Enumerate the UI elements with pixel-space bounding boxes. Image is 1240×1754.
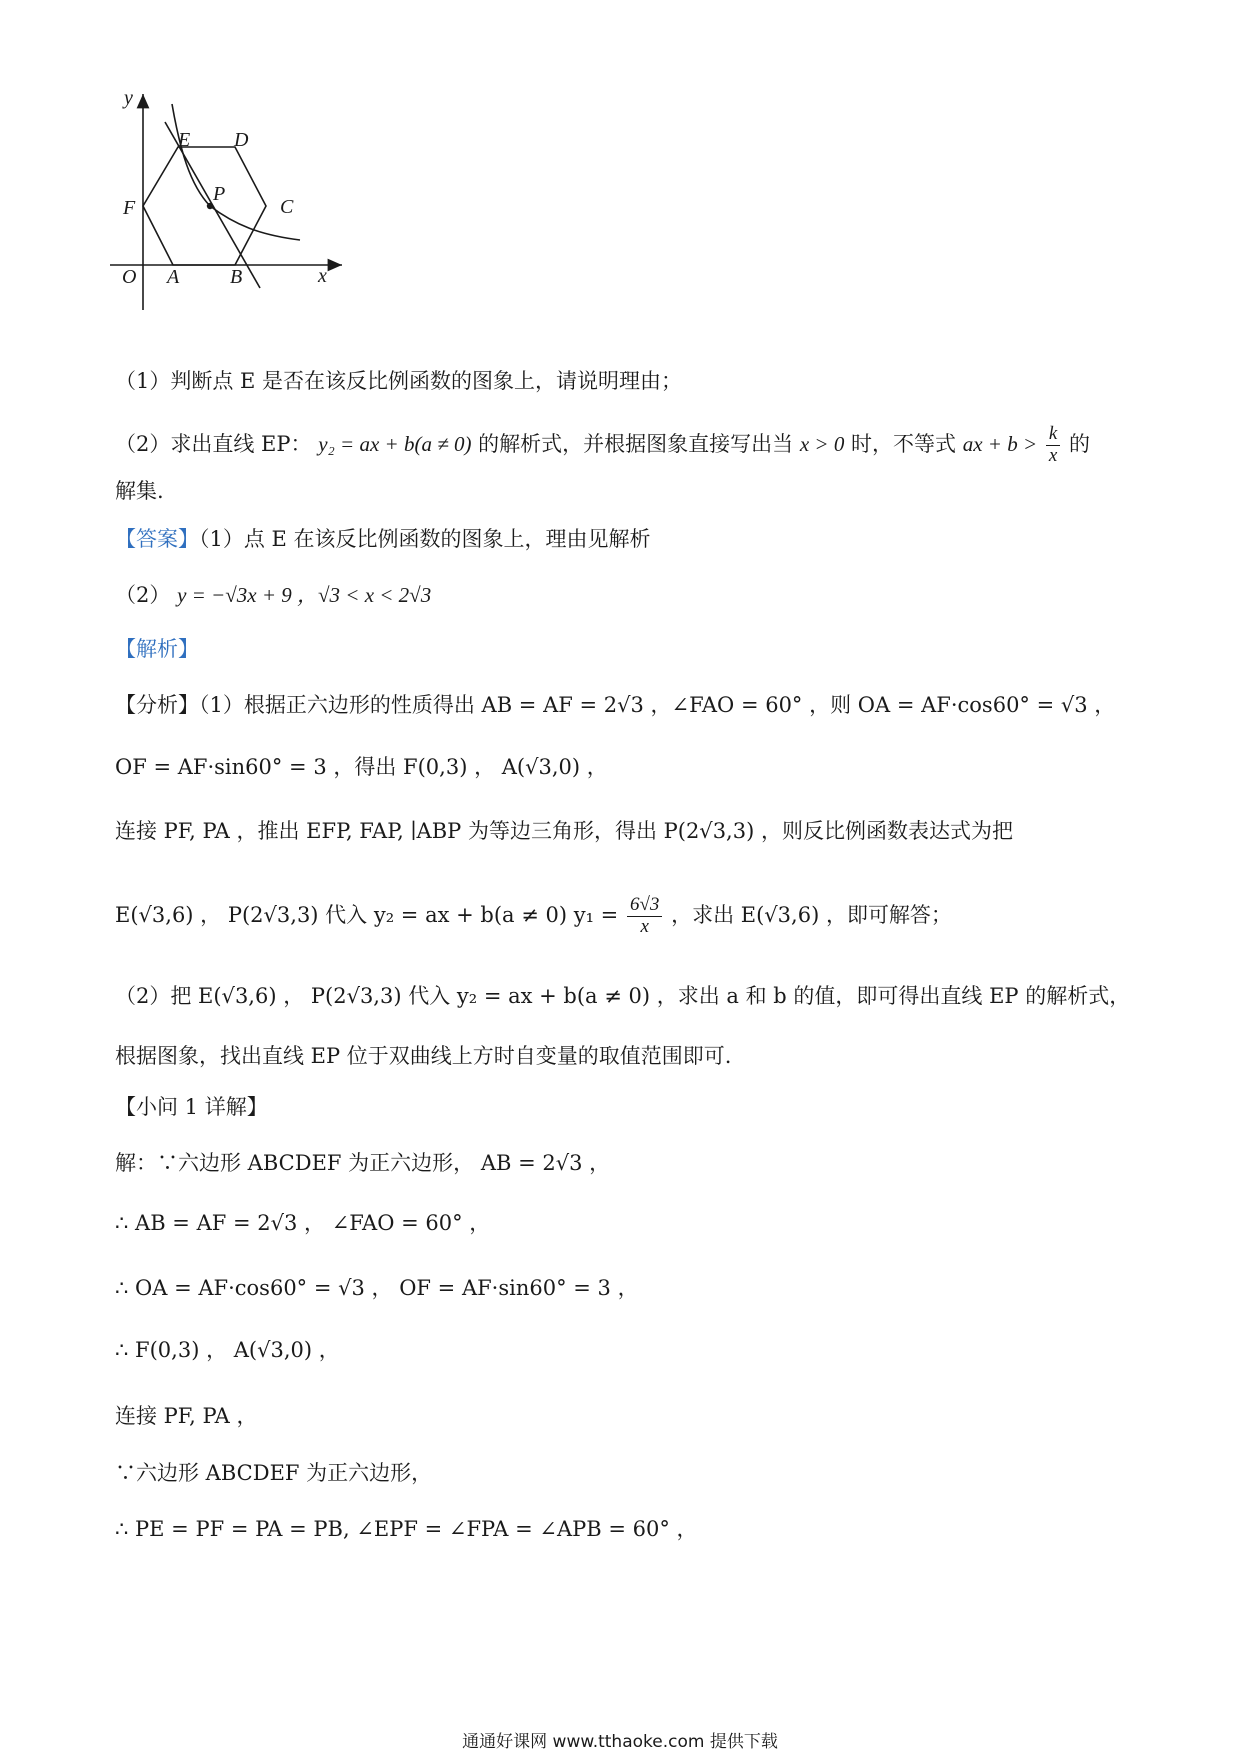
l4-fraction-denominator: x	[640, 915, 649, 937]
label-e: E	[178, 129, 191, 151]
q2-text-3: 时，不等式	[851, 431, 963, 456]
label-p: P	[213, 183, 226, 205]
detail-step-5: 连接 PF, PA ，	[115, 1404, 258, 1428]
detail-step-7: ∴ PE = PF = PA = PB, ∠EPF = ∠FPA = ∠APB = 60° ，	[115, 1517, 698, 1541]
q2-fraction-numerator: k	[1046, 424, 1060, 446]
q2-fraction	[1046, 424, 1060, 467]
q2-line-expr: y₂ = ax + b(a ≠ 0)	[318, 431, 472, 456]
analysis-line-4	[115, 895, 952, 938]
answer-tag: 【答案】	[115, 527, 199, 551]
detail-step-4: ∴ F(0,3) ， A(√3,0) ，	[115, 1338, 340, 1362]
label-x: x	[318, 265, 327, 287]
analysis-l4-part1: E(√3,6) ， P(2√3,3) 代入 y₂ = ax + b(a ≠ 0) y₁ =	[115, 902, 619, 927]
label-a: A	[167, 266, 180, 288]
analysis-tag: 【解析】	[115, 637, 199, 661]
regular-hexagon	[143, 147, 266, 265]
detail-step-2: ∴ AB = AF = 2√3 ， ∠FAO = 60° ，	[115, 1211, 491, 1235]
q2-fraction-denominator: x	[1048, 444, 1058, 466]
detail-step-3: ∴ OA = AF·cos60° = √3 ， OF = AF·sin60° = 3 ，	[115, 1276, 639, 1300]
q2-condition: x > 0	[799, 431, 845, 456]
detail-step-1: 解：∵六边形 ABCDEF 为正六边形， AB = 2√3 ，	[115, 1151, 611, 1175]
label-b: B	[230, 266, 243, 288]
question-2-line-2: 解集.	[115, 479, 164, 503]
page-footer: 通通好课网 www.tthaoke.com 提供下载	[462, 1732, 778, 1752]
q2-text-2: 的解析式，并根据图象直接写出当	[478, 431, 800, 456]
analysis-line-1	[115, 692, 1115, 719]
hexagon-coordinate-figure	[110, 90, 370, 350]
answer-2-prefix: （2）	[115, 583, 171, 607]
detail-step-6: ∵六边形 ABCDEF 为正六边形，	[115, 1461, 433, 1485]
l4-fraction-numerator: 6√3	[627, 895, 662, 917]
analysis-l4-fraction	[627, 895, 662, 938]
q2-inequality: ax + b >	[962, 431, 1038, 456]
answer-1-text: （1）点 E 在该反比例函数的图象上，理由见解析	[199, 527, 651, 551]
q2-text-1: （2）求出直线 EP：	[115, 431, 312, 456]
answer-1	[115, 526, 651, 553]
analysis-line-2: OF = AF·sin60° = 3 ，得出 F(0,3) ， A(√3,0) ，	[115, 755, 608, 779]
label-f: F	[123, 197, 136, 219]
question-1: （1）判断点 E 是否在该反比例函数的图象上，请说明理由；	[115, 369, 683, 393]
analysis-line-3: 连接 PF, PA ，推出 EFP, FAP, ∣ABP 为等边三角形，得出 P(2√3,3) ，则反比例函数表达式为把	[115, 819, 1013, 843]
hyperbola-curve	[172, 104, 300, 240]
analysis-line-5: （2）把 E(√3,6) ， P(2√3,3) 代入 y₂ = ax + b(a ≠ 0) ，求出 a 和 b 的值，即可得出直线 EP 的解析式，	[115, 984, 1131, 1008]
label-y: y	[124, 90, 133, 109]
label-c: C	[280, 196, 294, 218]
q2-text-4: 的	[1068, 431, 1090, 456]
analysis-l4-part2: ，求出 E(√3,6) ，即可解答；	[671, 902, 952, 927]
answer-2-expr: y = −√3x + 9 ，√3 < x < 2√3	[177, 583, 432, 607]
detail-tag: 【小问 1 详解】	[115, 1095, 268, 1119]
question-2	[115, 424, 1090, 467]
fenxi-tag: 【分析】	[115, 693, 199, 717]
analysis-l1: （1）根据正六边形的性质得出 AB = AF = 2√3 ，∠FAO = 60° ，则 OA = AF·cos60° = √3 ，	[199, 693, 1116, 717]
label-d: D	[234, 129, 249, 151]
answer-2	[115, 582, 431, 609]
label-o: O	[122, 266, 137, 288]
analysis-line-6: 根据图象，找出直线 EP 位于双曲线上方时自变量的取值范围即可.	[115, 1044, 732, 1068]
